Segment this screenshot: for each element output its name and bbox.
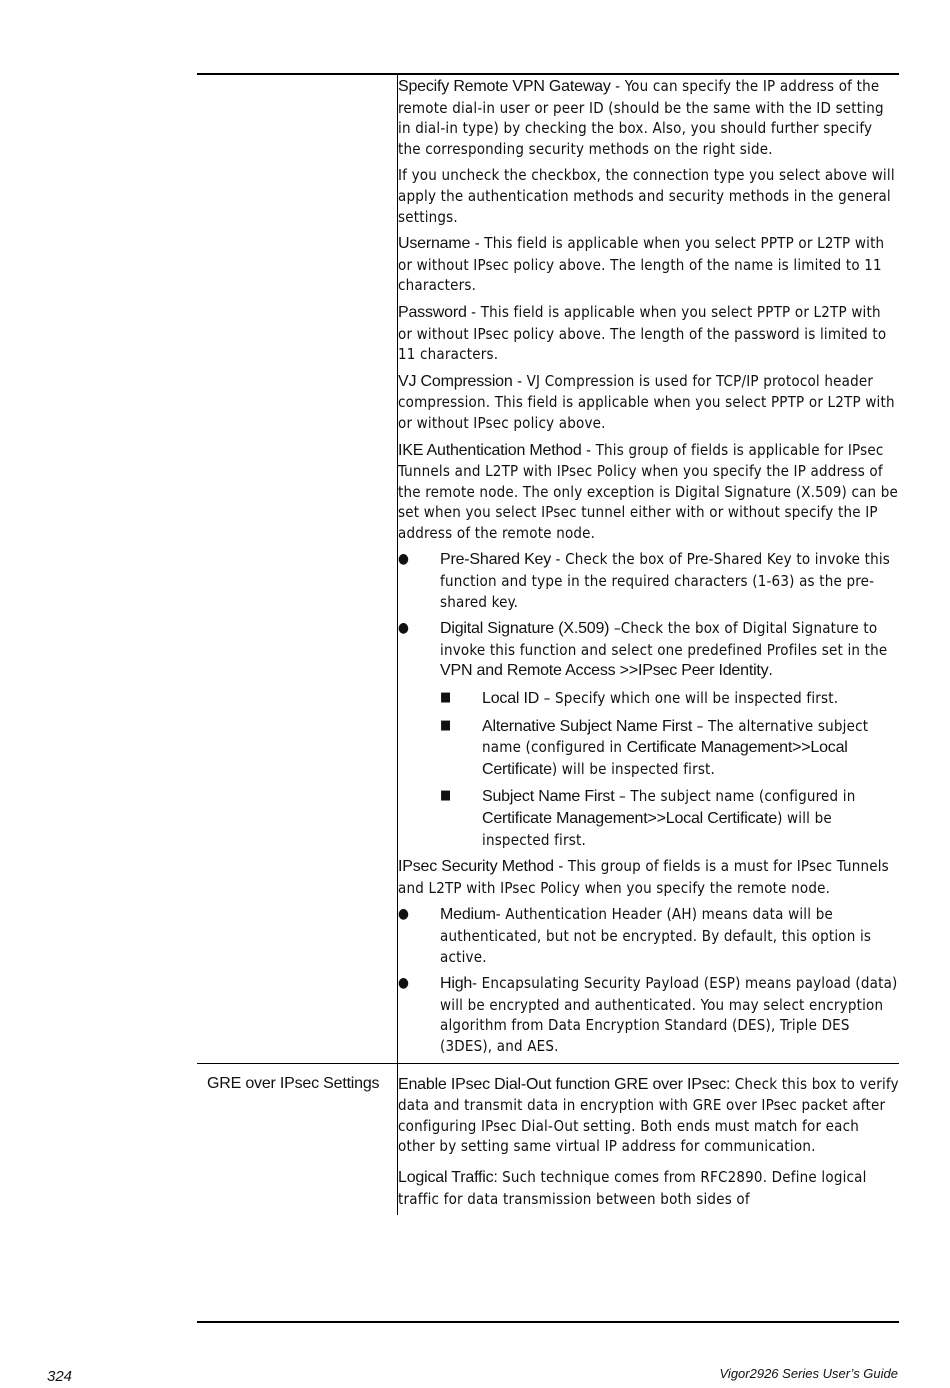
square-bullet-icon: ■	[440, 717, 452, 733]
paragraph-password: Password - This field is applicable when you select PPTP or L2TP with or without IPsec policy above. The length of the password is limited to 11 characters.	[398, 302, 887, 364]
subbullet-subject-name: ■ Subject Name First – The subject name (configured in Certificate Management>>Local Certificate) will be inspected first.	[440, 787, 856, 849]
bullet-pre-shared-key: ● Pre-Shared Key - Check the box of Pre-Shared Key to invoke this function and type in the required characters (1-63) as the pre-shared key.	[398, 550, 891, 611]
gre-settings-label: GRE over IPsec Settings	[207, 1074, 380, 1092]
bullet-medium: ● Medium- Authentication Header (AH) means data will be authenticated, but not be encrypted. By default, this option is active.	[398, 905, 872, 966]
subbullet-alternative-subject: ■ Alternative Subject Name First – The alternative subject name (configured in Certificate Management>>Local Certificate) will be inspected first.	[440, 716, 869, 778]
paragraph-logical-traffic: Logical Traffic: Such technique comes from RFC2890. Define logical traffic for data transmission between both sides of	[398, 1167, 867, 1208]
paragraph-enable-gre: Enable IPsec Dial-Out function GRE over IPsec: Check this box to verify data and transmit data in encryption with GRE over IPsec packet after configuring IPsec Dial-Out setting. Both ends must match for each other by setting same virtual IP address for communication.	[398, 1074, 899, 1156]
row-label-cell	[197, 1063, 398, 1215]
paragraph-ike-auth: IKE Authentication Method - This group of fields is applicable for IPsec Tunnels and L2TP with IPsec Policy when you specify the IP address of the remote node. The only exception is Digital Signature (X.509) can be set when you select IPsec tunnel either with or without specify the IP address of the remote node.	[398, 440, 899, 542]
paragraph-uncheck: If you uncheck the checkbox, the connection type you select above will apply the authentication methods and security methods in the general settings.	[398, 166, 895, 226]
table-bottom-rule	[197, 1321, 899, 1323]
round-bullet-icon: ●	[398, 906, 410, 923]
paragraph-remote-gateway: Specify Remote VPN Gateway - You can specify the IP address of the remote dial-in user or peer ID (should be the same with the ID setting in dial-in type) by checking the box. Also, you should further specify the corresponding security methods on the right side.	[398, 77, 884, 158]
square-bullet-icon: ■	[440, 690, 452, 706]
paragraph-username: Username - This field is applicable when you select PPTP or L2TP with or without IPsec policy above. The length of the name is limited to 11 characters.	[398, 234, 885, 295]
row-description-cell	[398, 1063, 900, 1215]
row-label-cell	[197, 74, 398, 1063]
table-row	[197, 74, 899, 1063]
round-bullet-icon: ●	[398, 620, 410, 637]
round-bullet-icon: ●	[398, 551, 410, 568]
square-bullet-icon: ■	[440, 788, 452, 804]
bullet-digital-signature: ● Digital Signature (X.509) –Check the box of Digital Signature to invoke this function and select one predefined Profiles set in the VPN and Remote Access >>IPsec Peer Identity.	[398, 619, 888, 680]
subbullet-local-id: ■ Local ID – Specify which one will be inspected first.	[440, 689, 839, 708]
paragraph-vj-compression: VJ Compression - VJ Compression is used for TCP/IP protocol header compression. This field is applicable when you select PPTP or L2TP with or without IPsec policy above.	[398, 371, 895, 432]
table-row	[197, 1063, 899, 1215]
round-bullet-icon: ●	[398, 975, 410, 992]
guide-title: Vigor2926 Series User’s Guide	[719, 1366, 898, 1381]
bullet-high: ● High- Encapsulating Security Payload (ESP) means payload (data) will be encrypted and authenticated. You may select encryption algorithm from Data Encryption Standard (DES), Triple DES (3DES), and AES.	[398, 974, 898, 1055]
row-description-cell	[398, 74, 900, 1063]
paragraph-ipsec-security-method: IPsec Security Method - This group of fields is a must for IPsec Tunnels and L2TP with IPsec Policy when you specify the remote node.	[398, 857, 889, 897]
settings-table	[197, 74, 899, 1215]
page-number: 324	[47, 1368, 73, 1385]
